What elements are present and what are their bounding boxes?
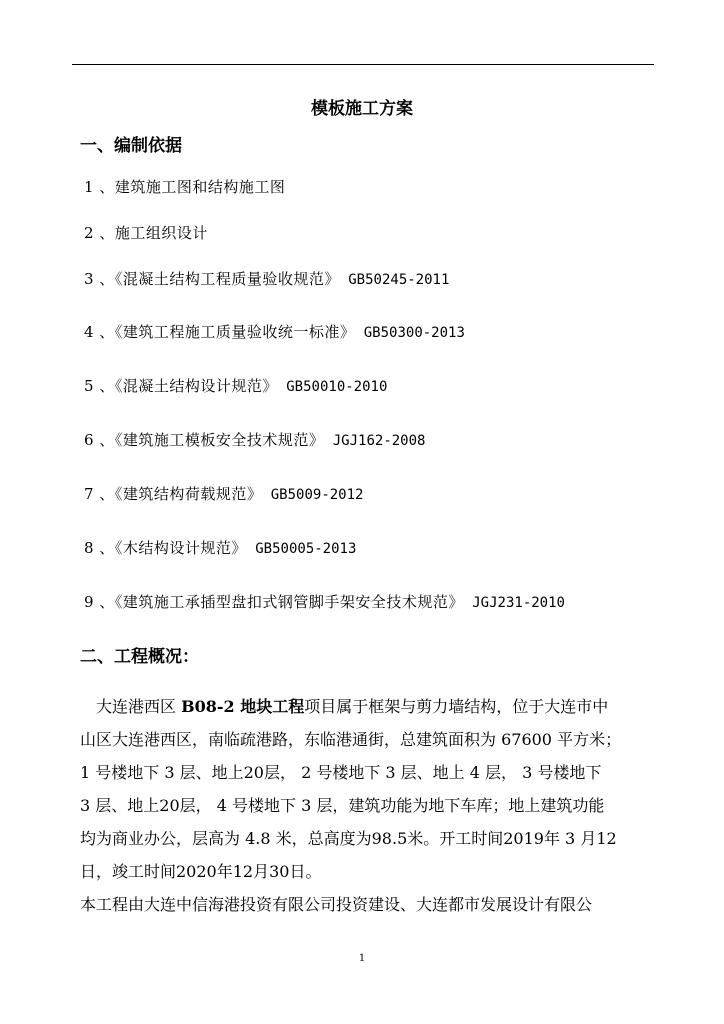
paragraph-line: 山区大连港西区，南临疏港路，东临港通街，总建筑面积为 67600 平方米； xyxy=(80,730,622,749)
paragraph-line: 大连港西区 B08-2 地块工程项目属于框架与剪力墙结构，位于大连市中 xyxy=(96,697,609,716)
section-heading-overview: 二、工程概况： xyxy=(80,647,199,667)
reference-code: JGJ162-2008 xyxy=(324,433,426,449)
reference-title: 《建筑施工承插型盘扣式钢管脚手架安全技术规范》 xyxy=(114,593,464,611)
project-name-bold: B08-2 地块工程 xyxy=(181,697,305,716)
reference-number: 1 、 xyxy=(84,178,115,196)
reference-item xyxy=(84,268,449,289)
reference-number: 4 、 xyxy=(84,323,115,341)
reference-code: GB50005-2013 xyxy=(246,541,357,557)
reference-number: 7 、 xyxy=(84,485,115,503)
reference-title: 施工组织设计 xyxy=(114,224,208,242)
paragraph-line: 本工程由大连中信海港投资有限公司投资建设、大连都市发展设计有限公 xyxy=(80,895,593,914)
paragraph-line: 均为商业办公，层高为 4.8 米，总高度为98.5米。开工时间2019年 3 月12 xyxy=(80,829,617,848)
page-number: 1 xyxy=(358,953,366,964)
reference-item xyxy=(84,537,356,558)
reference-number: 2 、 xyxy=(84,224,115,242)
paragraph-line: 日，竣工时间2020年12月30日。 xyxy=(80,862,322,881)
reference-title: 《建筑结构荷载规范》 xyxy=(114,485,263,503)
section-heading-basis: 一、编制依据 xyxy=(80,136,182,156)
reference-title: 《混凝土结构设计规范》 xyxy=(114,377,278,395)
reference-code: GB5009-2012 xyxy=(262,487,364,503)
reference-item xyxy=(84,591,565,612)
reference-item xyxy=(84,222,208,243)
reference-title: 建筑施工图和结构施工图 xyxy=(114,178,286,196)
reference-code: GB50245-2011 xyxy=(339,272,450,288)
reference-title: 《混凝土结构工程质量验收规范》 xyxy=(114,270,340,288)
reference-item xyxy=(84,321,465,342)
reference-number: 6 、 xyxy=(84,431,115,449)
document-title: 模板施工方案 xyxy=(311,99,413,119)
header-rule xyxy=(72,64,654,65)
paragraph-line: 3 层、地上20层， 4 号楼地下 3 层，建筑功能为地下车库；地上建筑功能 xyxy=(80,796,605,815)
reference-number: 9 、 xyxy=(84,593,115,611)
reference-item xyxy=(84,176,285,197)
reference-number: 8 、 xyxy=(84,539,115,557)
reference-item xyxy=(84,429,425,450)
reference-title: 《木结构设计规范》 xyxy=(114,539,247,557)
reference-title: 《建筑施工模板安全技术规范》 xyxy=(114,431,325,449)
reference-number: 5 、 xyxy=(84,377,115,395)
reference-title: 《建筑工程施工质量验收统一标准》 xyxy=(114,323,356,341)
overview-paragraph xyxy=(80,690,656,921)
reference-item xyxy=(84,375,387,396)
paragraph-line: 1 号楼地下 3 层、地上20层， 2 号楼地下 3 层、地上 4 层， 3 号楼地下 xyxy=(80,763,602,782)
reference-number: 3 、 xyxy=(84,270,115,288)
reference-code: JGJ231-2010 xyxy=(463,595,565,611)
reference-code: GB50010-2010 xyxy=(277,379,388,395)
reference-item xyxy=(84,483,363,504)
reference-code: GB50300-2013 xyxy=(355,325,465,341)
